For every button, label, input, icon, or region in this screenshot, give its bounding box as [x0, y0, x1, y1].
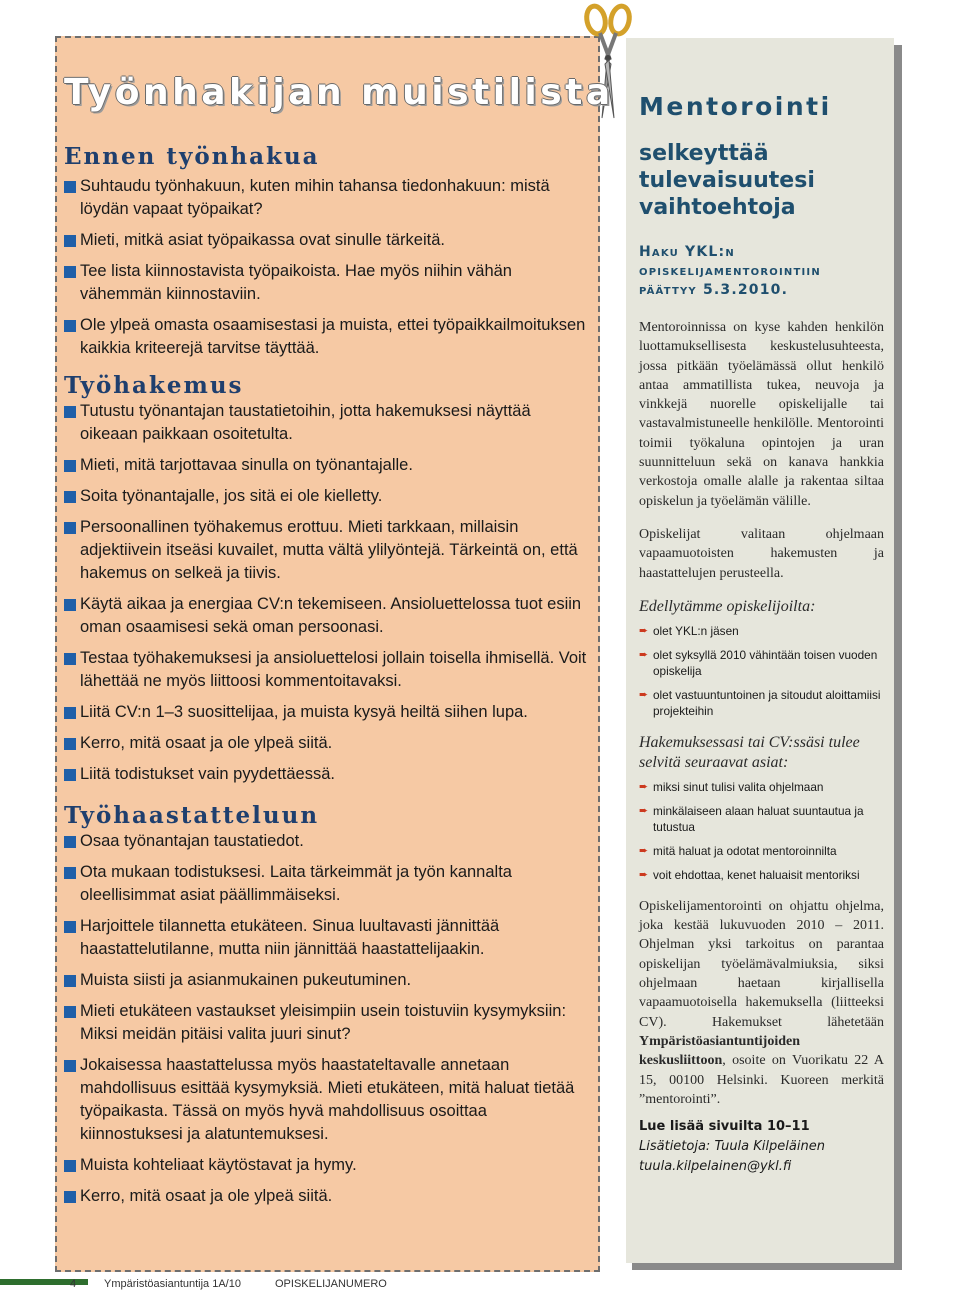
square-bullet-icon — [64, 266, 76, 278]
list-item — [64, 732, 589, 755]
arrow-bullet-icon: ➨ — [639, 804, 649, 817]
square-bullet-icon — [64, 975, 76, 987]
requirements-heading: Edellytämme opiskelijoilta: — [639, 597, 816, 615]
sidebar-paragraph: Mentoroinnissa on kyse kahden henkilön luottamuksellisesta keskustelusuhteesta, jossa pitkään työelämässä ollut henkilö antaa ammatillista tukea, neuvoja ja vinkkejä nuorelle opiskelijalle tai vastavalmistuneelle henkilölle. Mentorointi toimii työkaluna opintojen ja uran suunnitteluun sekä on kanava hankkia verkostoja omalle alalle ja rakentaa siltaa opiskelun ja työelämän välille. — [639, 320, 884, 509]
list-item — [64, 1054, 589, 1146]
paragraph-text: Opiskelijamentorointi on ohjattu ohjelma, joka kestää lukuvuoden 2010 – 2011. Ohjelman yksi tarkoitus on parantaa opiskelijan työelämävalmiuksia, siksi ohjelmaan haetaan kirjallisella vapaamuotoisella hakemuksella (liitteeksi CV). Hakemukset lähetetään — [639, 898, 884, 1030]
square-bullet-icon — [64, 836, 76, 848]
list-item-text: Testaa työhakemuksesi ja ansioluettelosi jollain toisella ihmisellä. Voit lähettää ne myös liittoosi kommentoitavaksi. — [80, 649, 587, 690]
requirements-list — [639, 623, 884, 719]
list-item-text: olet syksyllä 2010 vähintään toisen vuoden opiskelija — [653, 647, 878, 678]
issue-label: OPISKELIJANUMERO — [275, 1278, 387, 1290]
list-item-text: Tee lista kiinnostavista työpaikoista. Hae myös niihin vähän vähemmän kiinnostaviin. — [80, 262, 512, 303]
application-list — [639, 779, 884, 883]
paragraph-text: , osoite on Vuorikatu 22 A 15, 00100 Helsinki. Kuoreen merkitä ”mentorointi”. — [639, 1053, 884, 1107]
list-item-text: Mieti, mitä tarjottavaa sinulla on työnantajalle. — [80, 456, 413, 474]
square-bullet-icon — [64, 738, 76, 750]
list-item-text: Osaa työnantajan taustatiedot. — [80, 832, 304, 850]
arrow-bullet-icon: ➨ — [639, 868, 649, 881]
square-bullet-icon — [64, 707, 76, 719]
checklist-content — [64, 143, 589, 1208]
list-item-text: minkälaiseen alaan haluat suuntautua ja tutustua — [653, 803, 864, 834]
list-item — [64, 516, 589, 585]
list-item — [64, 454, 589, 477]
list-item — [639, 687, 884, 719]
contact-name: Lisätietoja: Tuula Kilpeläinen — [639, 1139, 825, 1155]
list-item-text: miksi sinut tulisi valita ohjelmaan — [653, 779, 824, 794]
list-item-text: voit ehdottaa, kenet haluaisit mentoriksi — [653, 867, 860, 882]
list-item-text: olet vastuuntuntoinen ja sitoudut aloittamiisi projekteihin — [653, 687, 881, 718]
list-item — [639, 623, 884, 639]
list-item — [64, 861, 589, 907]
section-list — [64, 830, 589, 1208]
list-item — [64, 400, 589, 446]
page-title: Työnhakijan muistilista — [64, 72, 614, 113]
list-item-text: Tutustu työnantajan taustatietoihin, jotta hakemuksesi näyttää oikeaan paikkaan osoitetulta. — [80, 402, 531, 443]
arrow-bullet-icon: ➨ — [639, 648, 649, 661]
square-bullet-icon — [64, 921, 76, 933]
application-deadline: Haku YKL:n opiskelijamentorointiin päättyy 5.3.2010. — [639, 244, 821, 298]
square-bullet-icon — [64, 320, 76, 332]
list-item-text: Muista kohteliaat käytöstavat ja hymy. — [80, 1156, 357, 1174]
more-info-reference: Lue lisää sivuilta 10–11 — [639, 1119, 810, 1135]
list-item-text: Suhtaudu työnhakuun, kuten mihin tahansa tiedonhakuun: mistä löydän vapaat työpaikat? — [80, 177, 550, 218]
list-item-text: Käytä aikaa ja energiaa CV:n tekemiseen. Ansioluettelossa tuot esiin oman osaamisesi sekä oman persoonasi. — [80, 595, 582, 636]
square-bullet-icon — [64, 1060, 76, 1072]
list-item — [64, 1185, 589, 1208]
list-item-text: Soita työnantajalle, jos sitä ei ole kielletty. — [80, 487, 383, 505]
arrow-bullet-icon: ➨ — [639, 688, 649, 701]
square-bullet-icon — [64, 522, 76, 534]
list-item-text: Mieti etukäteen vastaukset yleisimpiin usein toistuviin kysymyksiin: Miksi meidän pitäisi valita juuri sinut? — [80, 1002, 567, 1043]
mentoring-sidebar — [626, 38, 894, 1263]
sidebar-paragraph — [639, 897, 884, 1109]
square-bullet-icon — [64, 460, 76, 472]
list-item — [639, 803, 884, 835]
section-heading: Työhaastatteluun — [64, 802, 320, 829]
page-number: 4 — [70, 1278, 77, 1290]
list-item-text: Ole ylpeä omasta osaamisestasi ja muista, ettei työpaikkailmoituksen kaikkia kriteerejä tarvitse täyttää. — [80, 316, 586, 357]
arrow-bullet-icon: ➨ — [639, 624, 649, 637]
list-item-text: Persoonallinen työhakemus erottuu. Mieti tarkkaan, millaisin adjektiivein itseäsi kuvailet, mutta vältä ylilyöntejä. Tärkeintä on, että hakemus on selkeä ja tiivis. — [80, 518, 578, 582]
square-bullet-icon — [64, 235, 76, 247]
list-item — [64, 969, 589, 992]
section-heading: Ennen työnhakua — [64, 143, 320, 170]
list-item — [64, 229, 589, 252]
list-item — [64, 647, 589, 693]
list-item-text: Harjoittele tilannetta etukäteen. Sinua luultavasti jännittää haastattelutilanne, mutta niin jännittää haastattelijaakin. — [80, 917, 500, 958]
square-bullet-icon — [64, 653, 76, 665]
list-item — [64, 175, 589, 221]
sidebar-subtitle: selkeyttää tulevaisuutesi vaihtoehtoja — [639, 141, 815, 220]
list-item — [64, 485, 589, 508]
list-item-text: Kerro, mitä osaat ja ole ylpeä siitä. — [80, 734, 333, 752]
sidebar-paragraph: Opiskelijat valitaan ohjelmaan vapaamuotoisten hakemusten ja haastattelujen perusteella. — [639, 526, 884, 581]
square-bullet-icon — [64, 867, 76, 879]
list-item-text: Kerro, mitä osaat ja ole ylpeä siitä. — [80, 1187, 333, 1205]
list-item — [64, 830, 589, 853]
list-item — [64, 593, 589, 639]
arrow-bullet-icon: ➨ — [639, 844, 649, 857]
publication-name: Ympäristöasiantuntija 1A/10 — [104, 1278, 241, 1290]
square-bullet-icon — [64, 599, 76, 611]
list-item — [639, 843, 884, 859]
list-item — [639, 867, 884, 883]
list-item — [64, 260, 589, 306]
list-item — [639, 779, 884, 795]
list-item — [64, 701, 589, 724]
square-bullet-icon — [64, 1160, 76, 1172]
square-bullet-icon — [64, 769, 76, 781]
list-item — [64, 915, 589, 961]
list-item-text: olet YKL:n jäsen — [653, 623, 739, 638]
section-heading: Työhakemus — [64, 372, 244, 399]
list-item-text: Liitä todistukset vain pyydettäessä. — [80, 765, 335, 783]
list-item-text: Liitä CV:n 1–3 suosittelijaa, ja muista kysyä heiltä siihen lupa. — [80, 703, 528, 721]
arrow-bullet-icon: ➨ — [639, 780, 649, 793]
contact-email: tuula.kilpelainen@ykl.fi — [639, 1159, 792, 1175]
list-item-text: Mieti, mitkä asiat työpaikassa ovat sinulle tärkeitä. — [80, 231, 445, 249]
list-item-text: mitä haluat ja odotat mentoroinnilta — [653, 843, 837, 858]
list-item-text: Ota mukaan todistuksesi. Laita tärkeimmät ja työn kannalta oleellisimmat asiat päällimmäiseksi. — [80, 863, 512, 904]
square-bullet-icon — [64, 491, 76, 503]
organization-name: Ympäristöasiantuntijoiden keskusliittoon — [639, 1033, 801, 1069]
list-item — [64, 314, 589, 360]
square-bullet-icon — [64, 1191, 76, 1203]
square-bullet-icon — [64, 1006, 76, 1018]
list-item — [64, 1000, 589, 1046]
section-list — [64, 175, 589, 360]
list-item — [64, 1154, 589, 1177]
section-list — [64, 400, 589, 786]
square-bullet-icon — [64, 181, 76, 193]
list-item — [64, 763, 589, 786]
square-bullet-icon — [64, 406, 76, 418]
list-item-text: Jokaisessa haastattelussa myös haastateltavalle annetaan mahdollisuus esittää kysymyksiä. Mieti etukäteen, mitä haluat tietää työpaikasta. Tässä on myös hyvä mahdollisuus osoittaa kiinnostuksesi ja alatuntemuksesi. — [80, 1056, 575, 1143]
list-item-text: Muista siisti ja asianmukainen pukeutuminen. — [80, 971, 412, 989]
list-item — [639, 647, 884, 679]
application-heading: Hakemuksessasi tai CV:ssäsi tulee selvitä seuraavat asiat: — [639, 733, 860, 771]
sidebar-title: Mentorointi — [639, 92, 832, 121]
